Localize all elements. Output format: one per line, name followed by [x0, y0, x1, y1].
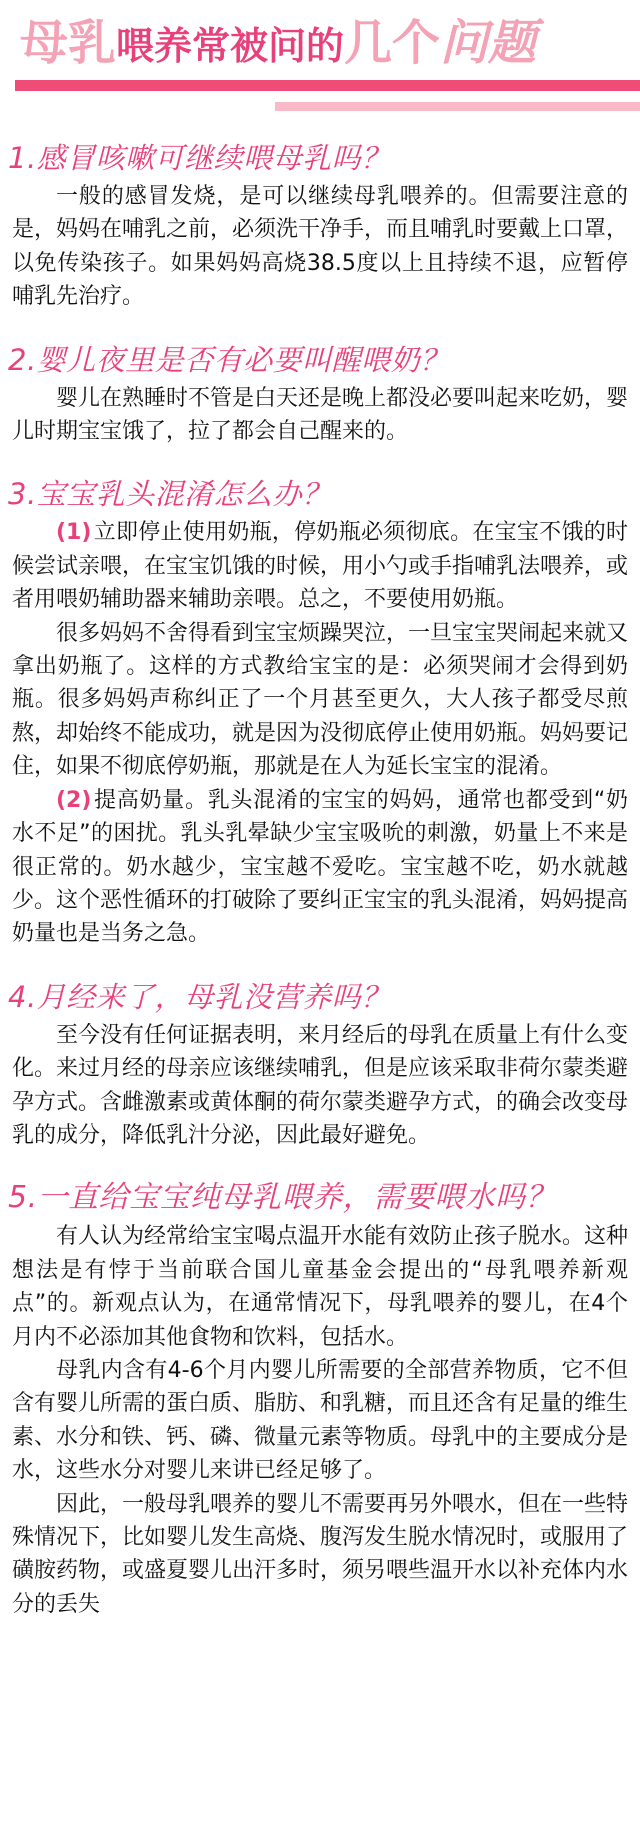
section-5: [0, 1180, 640, 1621]
section-4: [0, 979, 640, 1153]
title-underline-accent: [275, 102, 640, 111]
title-part-feeding: 喂养常被问的: [116, 24, 345, 68]
paragraph: 有人认为经常给宝宝喝点温开水能有效防止孩子脱水。这种想法是有悖于当前联合国儿童基金会提出的“母乳喂养新观点”的。新观点认为，在通常情况下，母乳喂养的婴儿，在4个月内不必添加其他食物和饮料，包括水。: [12, 1224, 629, 1350]
title-part-several: 几个: [344, 15, 441, 71]
section-1: [0, 140, 640, 314]
section-2: [0, 342, 640, 449]
title-part-breastmilk: 母乳: [20, 15, 117, 71]
paragraph: 很多妈妈不舍得看到宝宝烦躁哭泣，一旦宝宝哭闹起来就又拿出奶瓶了。这样的方式教给宝宝的是：必须哭闹才会得到奶瓶。很多妈妈声称纠正了一个月甚至更久，大人孩子都受尽煎熬，却始终不能成功，就是因为没彻底停止使用奶瓶。妈妈要记住，如果不彻底停奶瓶，那就是在人为延长宝宝的混淆。: [12, 620, 629, 780]
paragraph-text: 立即停止使用奶瓶，停奶瓶必须彻底。在宝宝不饿的时候尝试亲喂，在宝宝饥饿的时候，用小勺或手指哺乳法喂养，或者用喂奶辅助器来辅助亲喂。总之，不要使用奶瓶。: [12, 520, 629, 613]
title-underline-bar: [15, 80, 640, 91]
article-body: [0, 140, 640, 1649]
list-marker: (1): [56, 520, 92, 546]
question-heading: 1.感冒咳嗽可继续喂母乳吗？: [8, 141, 391, 175]
section-3: [0, 476, 640, 950]
question-heading: 3.宝宝乳头混淆怎么办？: [8, 477, 332, 512]
list-marker: (2): [56, 787, 92, 813]
paragraph: 婴儿在熟睡时不管是白天还是晚上都没必要叫起来吃奶，婴儿时期宝宝饿了，拉了都会自己醒来的。: [12, 385, 629, 445]
paragraph: 至今没有任何证据表明，来月经后的母乳在质量上有什么变化。来过月经的母亲应该继续哺乳，但是应该采取非荷尔蒙类避孕方式。含雌激素或黄体酮的荷尔蒙类避孕方式，的确会改变母乳的成分，降低乳汁分泌，因此最好避免。: [12, 1022, 629, 1148]
page-title: [20, 14, 536, 83]
paragraph: [0, 516, 640, 616]
question-heading: 4.月经来了，母乳没营养吗？: [8, 979, 391, 1014]
paragraph: 一般的感冒发烧，是可以继续母乳喂养的。但需要注意的是，妈妈在哺乳之前，必须洗干净手，而且哺乳时要戴上口罩，以免传染孩子。如果妈妈高烧38.5度以上且持续不退，应暂停哺乳先治疗。: [12, 184, 629, 310]
question-heading: 5.一直给宝宝纯母乳喂养，需要喂水吗？: [8, 1180, 557, 1216]
paragraph: [0, 784, 640, 951]
title-part-questions: 问题: [440, 15, 537, 71]
paragraph: 母乳内含有4-6个月内婴儿所需要的全部营养物质，它不但含有婴儿所需的蛋白质、脂肪、和乳糖，而且还含有足量的维生素、水分和铁、钙、磷、微量元素等物质。母乳中的主要成分是水，这些水分对婴儿来讲已经足够了。: [12, 1357, 629, 1484]
paragraph-text: 提高奶量。乳头混淆的宝宝的妈妈，通常也都受到“奶水不足”的困扰。乳头乳晕缺少宝宝吸吮的刺激，奶量上不来是很正常的。奶水越少，宝宝越不爱吃。宝宝越不吃，奶水就越少。这个恶性循环的打破除了要纠正宝宝的乳头混淆，妈妈提高奶量也是当务之急。: [12, 787, 629, 947]
paragraph: 因此，一般母乳喂养的婴儿不需要再另外喂水，但在一些特殊情况下，比如婴儿发生高烧、腹泻发生脱水情况时，或服用了磺胺药物，或盛夏婴儿出汗多时，须另喂些温开水以补充体内水分的丢失: [12, 1491, 629, 1617]
question-heading: 2.婴儿夜里是否有必要叫醒喂奶？: [8, 342, 450, 377]
